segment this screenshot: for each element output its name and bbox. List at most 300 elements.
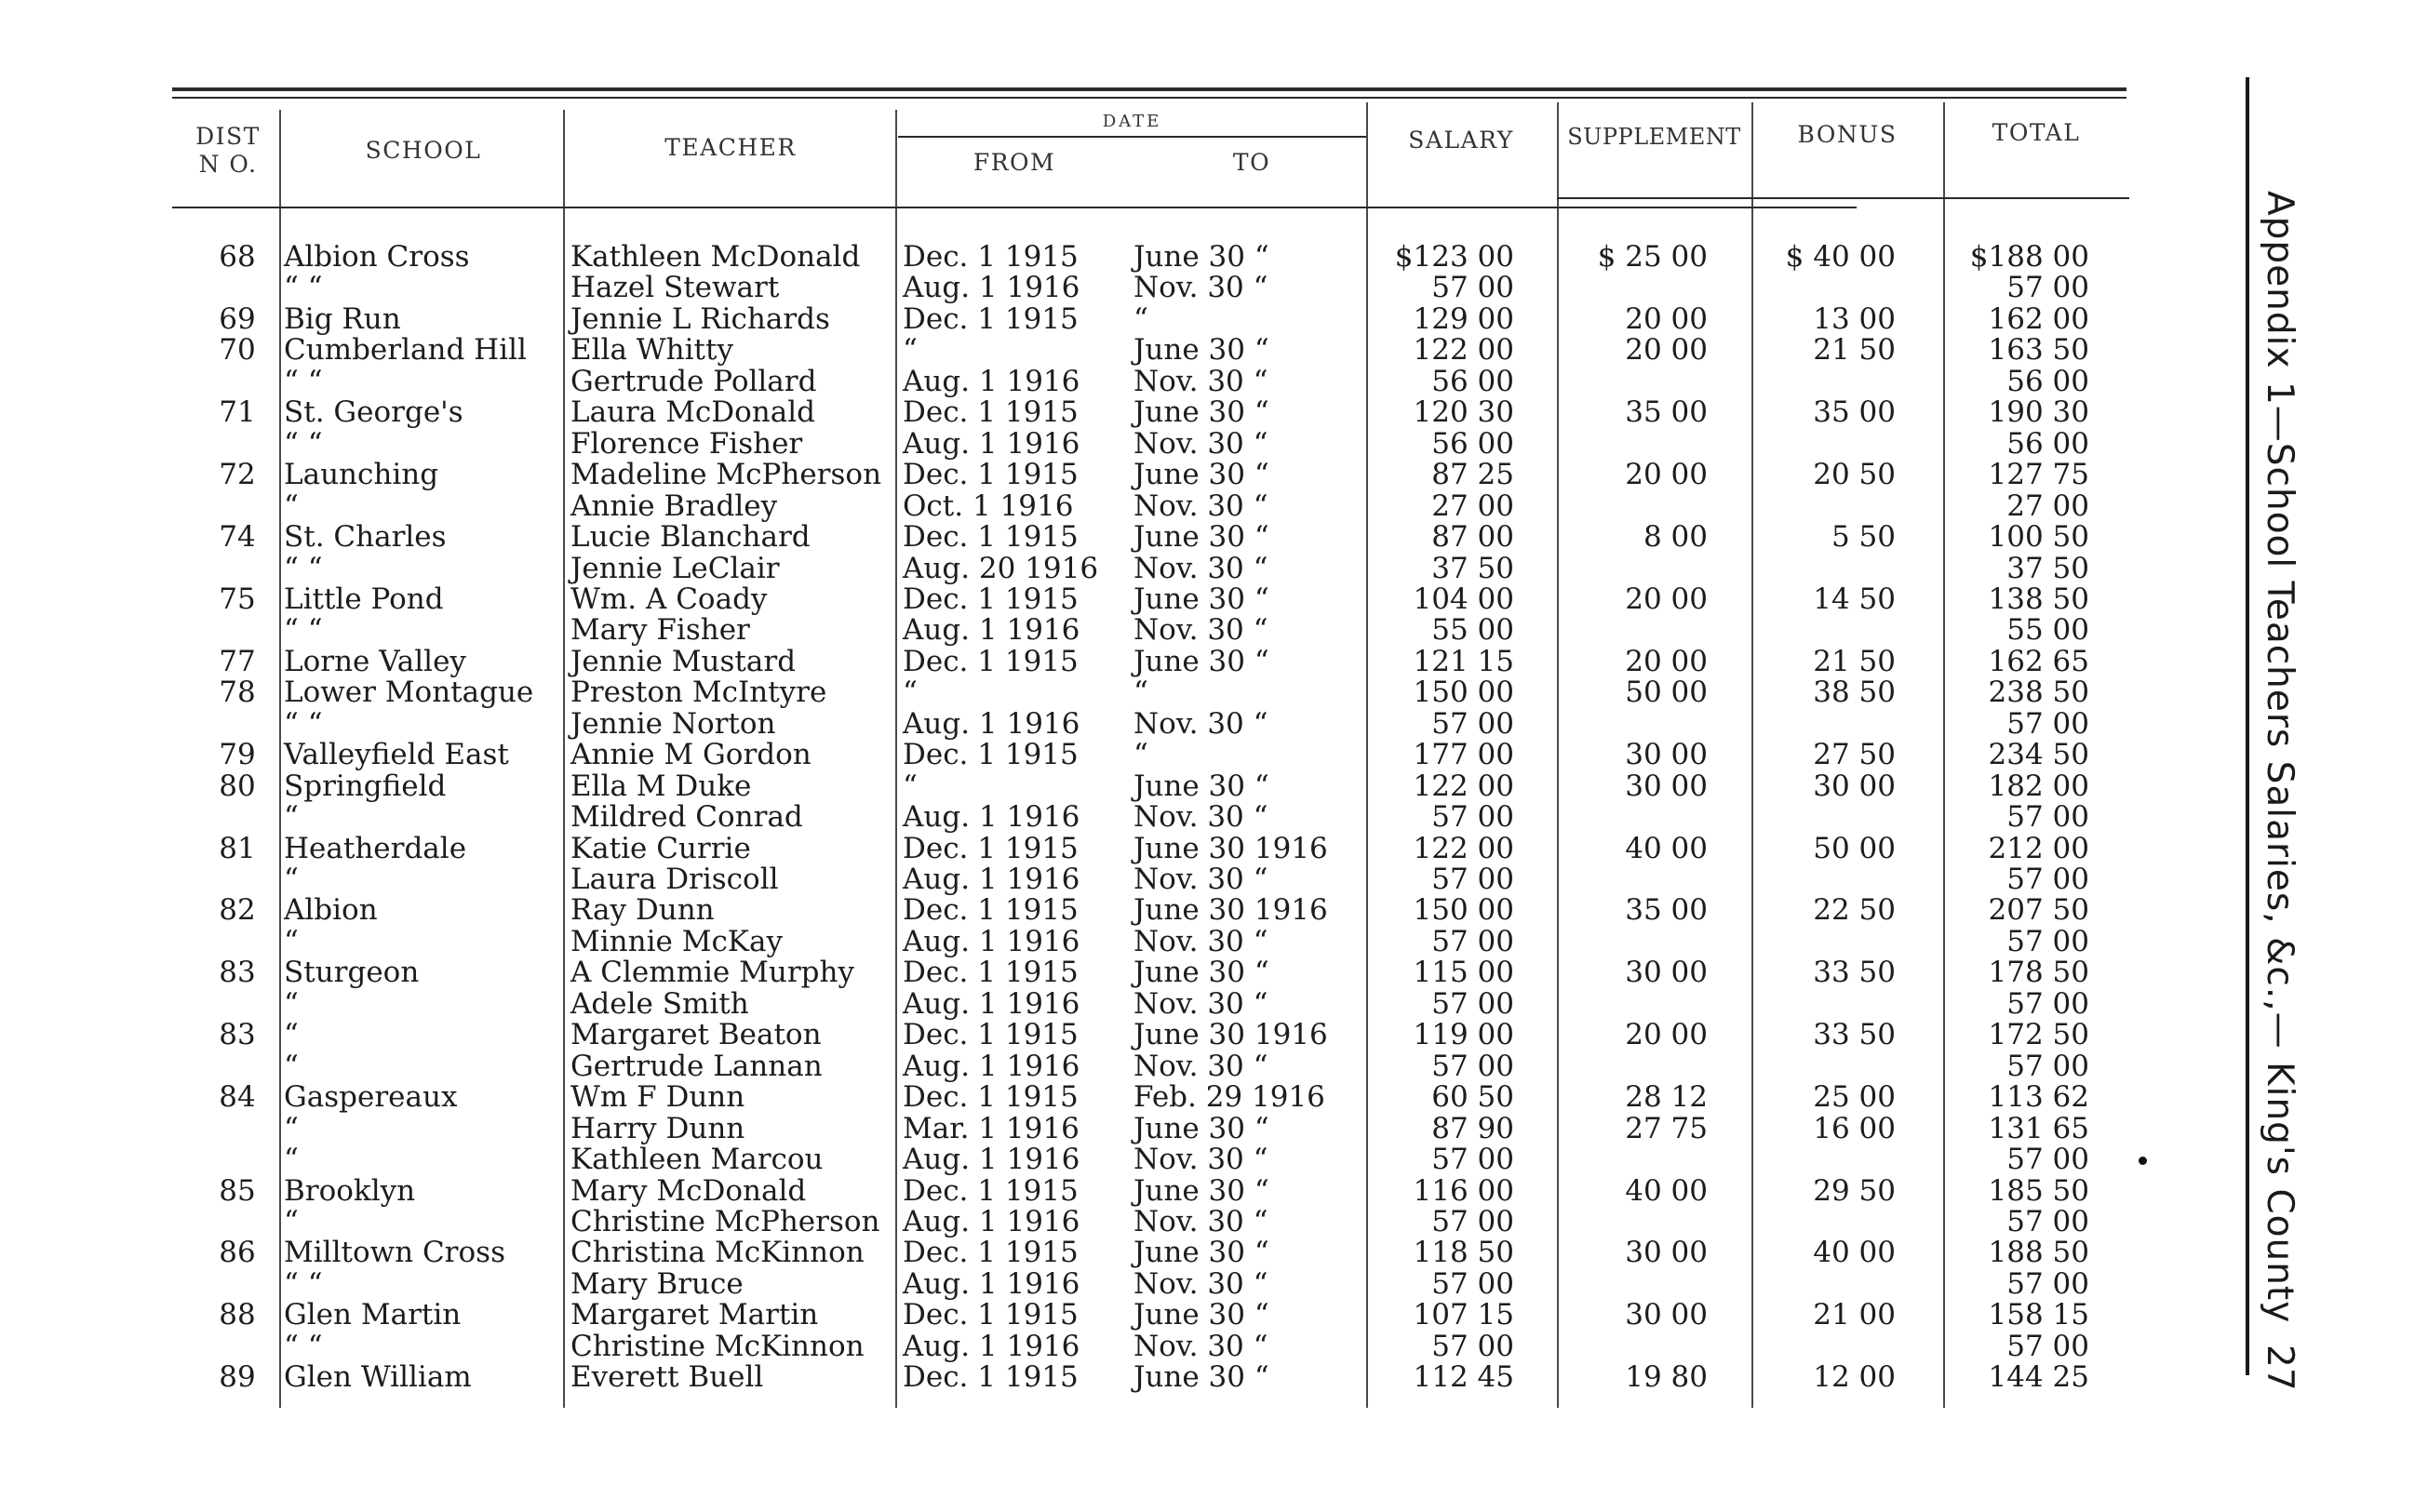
top-rule-thick xyxy=(172,87,2126,91)
cell-date-to: Nov. 30 “ xyxy=(1134,488,1268,523)
cell-salary: 122 00 xyxy=(1413,333,1514,368)
cell-school-name: Lower Montague xyxy=(284,676,534,710)
side-rule xyxy=(2246,77,2249,1375)
table-row xyxy=(0,802,2140,833)
cell-date-from: Dec. 1 1915 xyxy=(903,831,1079,865)
cell-bonus: 14 50 xyxy=(1813,582,1896,616)
cell-date-from: Dec. 1 1915 xyxy=(903,738,1079,772)
cell-teacher-name: Everett Buell xyxy=(570,1360,764,1395)
cell-supplement: 30 00 xyxy=(1625,738,1708,772)
table-row xyxy=(0,1238,2140,1268)
header-school: SCHOOL xyxy=(365,137,482,164)
cell-dist-no: 86 xyxy=(219,1236,256,1270)
cell-salary: 107 15 xyxy=(1413,1298,1514,1332)
cell-teacher-name: Mary Bruce xyxy=(570,1266,744,1301)
cell-total: 131 65 xyxy=(1988,1111,2089,1145)
cell-total: 57 00 xyxy=(2006,1204,2089,1238)
cell-teacher-name: Katie Currie xyxy=(570,831,751,865)
cell-date-to: Nov. 30 “ xyxy=(1134,1049,1268,1083)
cell-total: 57 00 xyxy=(2006,863,2089,896)
table-row xyxy=(0,522,2140,553)
cell-date-from: Aug. 1 1916 xyxy=(903,986,1080,1021)
cell-salary: $123 00 xyxy=(1394,240,1514,274)
cell-date-from: Aug. 1 1916 xyxy=(903,863,1080,896)
cell-total: 207 50 xyxy=(1988,893,2089,928)
cell-dist-no: 71 xyxy=(219,395,256,430)
cell-date-to: “ xyxy=(1134,738,1148,772)
cell-date-from: Aug. 1 1916 xyxy=(903,426,1080,461)
cell-salary: 115 00 xyxy=(1413,956,1514,990)
table-row xyxy=(0,677,2140,708)
cell-teacher-name: Kathleen McDonald xyxy=(570,240,861,274)
cell-salary: 57 00 xyxy=(1431,1143,1514,1177)
cell-date-from: Aug. 1 1916 xyxy=(903,1329,1080,1363)
cell-date-from: Oct. 1 1916 xyxy=(903,488,1074,523)
cell-teacher-name: Gertrude Pollard xyxy=(570,364,817,398)
table-row xyxy=(0,551,2140,585)
cell-total: $188 00 xyxy=(1969,240,2089,274)
cell-date-from: Dec. 1 1915 xyxy=(903,893,1079,928)
cell-date-from: Aug. 1 1916 xyxy=(903,1266,1080,1301)
header-dist-line1: DIST xyxy=(195,123,261,150)
cell-salary: 122 00 xyxy=(1413,769,1514,803)
cell-bonus: 20 50 xyxy=(1813,458,1896,492)
cell-date-from: Aug. 1 1916 xyxy=(903,1049,1080,1083)
cell-date-from: Dec. 1 1915 xyxy=(903,1298,1079,1332)
cell-salary: 57 00 xyxy=(1431,863,1514,896)
cell-teacher-name: Lucie Blanchard xyxy=(570,520,811,555)
cell-date-from: Dec. 1 1915 xyxy=(903,1173,1079,1208)
table-row xyxy=(0,986,2140,1021)
header-bottom-rule xyxy=(172,207,1857,208)
cell-date-to: Nov. 30 “ xyxy=(1134,551,1268,585)
cell-supplement: 20 00 xyxy=(1625,333,1708,368)
cell-salary: 57 00 xyxy=(1431,271,1514,305)
cell-date-from: Aug. 1 1916 xyxy=(903,613,1080,648)
date-header-rule xyxy=(898,136,1366,138)
cell-school-name: “ “ xyxy=(284,706,323,741)
cell-teacher-name: Laura Driscoll xyxy=(570,863,779,896)
cell-supplement: 30 00 xyxy=(1625,769,1708,803)
cell-date-to: Nov. 30 “ xyxy=(1134,613,1268,648)
cell-salary: 57 00 xyxy=(1431,1204,1514,1238)
table-row xyxy=(0,1082,2140,1113)
cell-date-to: June 30 1916 xyxy=(1134,831,1328,865)
cell-date-from: Aug. 1 1916 xyxy=(903,1143,1080,1177)
cell-total: 56 00 xyxy=(2006,364,2089,398)
cell-date-to: June 30 “ xyxy=(1134,1173,1269,1208)
cell-total: 57 00 xyxy=(2006,1329,2089,1363)
cell-salary: 119 00 xyxy=(1413,1018,1514,1052)
cell-date-to: Nov. 30 “ xyxy=(1134,706,1268,741)
table-row xyxy=(0,1204,2140,1238)
cell-bonus: 21 00 xyxy=(1813,1298,1896,1332)
cell-teacher-name: Florence Fisher xyxy=(570,426,803,461)
cell-total: 188 50 xyxy=(1988,1236,2089,1270)
cell-school-name: “ xyxy=(284,1018,299,1052)
cell-bonus: $ 40 00 xyxy=(1785,240,1896,274)
cell-teacher-name: Christine McPherson xyxy=(570,1204,880,1238)
cell-bonus: 30 00 xyxy=(1813,769,1896,803)
cell-teacher-name: Ella Whitty xyxy=(570,333,733,368)
cell-school-name: Launching xyxy=(284,458,439,492)
cell-teacher-name: Mary Fisher xyxy=(570,613,750,648)
cell-school-name: “ xyxy=(284,924,299,958)
cell-salary: 120 30 xyxy=(1413,395,1514,430)
table-row xyxy=(0,644,2140,678)
cell-salary: 56 00 xyxy=(1431,364,1514,398)
table-row xyxy=(0,706,2140,741)
cell-teacher-name: Madeline McPherson xyxy=(570,458,882,492)
cell-total: 113 62 xyxy=(1988,1080,2089,1115)
cell-bonus: 38 50 xyxy=(1813,676,1896,710)
cell-school-name: Sturgeon xyxy=(284,956,420,990)
cell-salary: 57 00 xyxy=(1431,1329,1514,1363)
cell-dist-no: 82 xyxy=(219,893,256,928)
cell-bonus: 21 50 xyxy=(1813,644,1896,678)
cell-teacher-name: Jennie Mustard xyxy=(570,644,797,678)
cell-school-name: Valleyfield East xyxy=(284,738,509,772)
cell-date-to: Nov. 30 “ xyxy=(1134,800,1268,835)
table-row xyxy=(0,426,2140,461)
cell-total: 57 00 xyxy=(2006,986,2089,1021)
table-row xyxy=(0,1173,2140,1208)
cell-supplement: 20 00 xyxy=(1625,458,1708,492)
cell-total: 56 00 xyxy=(2006,426,2089,461)
cell-dist-no: 69 xyxy=(219,301,256,336)
cell-salary: 57 00 xyxy=(1431,1266,1514,1301)
cell-date-from: Dec. 1 1915 xyxy=(903,1080,1079,1115)
cell-bonus: 35 00 xyxy=(1813,395,1896,430)
cell-salary: 118 50 xyxy=(1413,1236,1514,1270)
cell-date-from: “ xyxy=(903,333,918,368)
cell-date-from: Mar. 1 1916 xyxy=(903,1111,1080,1145)
cell-teacher-name: Jennie Norton xyxy=(570,706,776,741)
cell-school-name: Big Run xyxy=(284,301,401,336)
cell-dist-no: 68 xyxy=(219,240,256,274)
cell-date-to: Nov. 30 “ xyxy=(1134,986,1268,1021)
cell-total: 182 00 xyxy=(1988,769,2089,803)
cell-teacher-name: Jennie LeClair xyxy=(570,551,780,585)
cell-bonus: 50 00 xyxy=(1813,831,1896,865)
cell-school-name: “ xyxy=(284,1204,299,1238)
cell-salary: 87 25 xyxy=(1431,458,1514,492)
cell-date-to: June 30 “ xyxy=(1134,240,1269,274)
cell-supplement: 35 00 xyxy=(1625,395,1708,430)
cell-dist-no: 89 xyxy=(219,1360,256,1395)
cell-school-name: “ “ xyxy=(284,364,323,398)
cell-teacher-name: Kathleen Marcou xyxy=(570,1143,824,1177)
table-row xyxy=(0,460,2140,490)
cell-school-name: “ xyxy=(284,488,299,523)
cell-school-name: Heatherdale xyxy=(284,831,467,865)
cell-bonus: 12 00 xyxy=(1813,1360,1896,1395)
table-row xyxy=(0,615,2140,646)
cell-school-name: “ “ xyxy=(284,551,323,585)
cell-total: 57 00 xyxy=(2006,706,2089,741)
cell-dist-no: 75 xyxy=(219,582,256,616)
table-row xyxy=(0,895,2140,926)
cell-date-to: June 30 1916 xyxy=(1134,1018,1328,1052)
cell-bonus: 33 50 xyxy=(1813,956,1896,990)
cell-date-to: June 30 “ xyxy=(1134,1298,1269,1332)
table-row xyxy=(0,740,2140,770)
cell-total: 162 65 xyxy=(1988,644,2089,678)
cell-total: 178 50 xyxy=(1988,956,2089,990)
cell-salary: 87 90 xyxy=(1431,1111,1514,1145)
cell-supplement: 20 00 xyxy=(1625,644,1708,678)
cell-school-name: Lorne Valley xyxy=(284,644,466,678)
cell-teacher-name: A Clemmie Murphy xyxy=(570,956,854,990)
cell-school-name: “ xyxy=(284,986,299,1021)
table-row xyxy=(0,771,2140,802)
cell-date-from: Dec. 1 1915 xyxy=(903,520,1079,555)
page-number: 27 xyxy=(2259,1345,2301,1391)
cell-date-from: Dec. 1 1915 xyxy=(903,1360,1079,1395)
cell-supplement: 20 00 xyxy=(1625,1018,1708,1052)
table-row xyxy=(0,1266,2140,1301)
cell-bonus: 33 50 xyxy=(1813,1018,1896,1052)
cell-total: 57 00 xyxy=(2006,1143,2089,1177)
cell-date-to: Nov. 30 “ xyxy=(1134,863,1268,896)
cell-school-name: “ “ xyxy=(284,271,323,305)
cell-supplement: 8 00 xyxy=(1643,520,1708,555)
cell-school-name: St. Charles xyxy=(284,520,447,555)
table-row xyxy=(0,335,2140,366)
cell-teacher-name: Mary McDonald xyxy=(570,1173,807,1208)
cell-teacher-name: Margaret Beaton xyxy=(570,1018,822,1052)
cell-salary: 129 00 xyxy=(1413,301,1514,336)
table-row xyxy=(0,488,2140,523)
cell-dist-no: 72 xyxy=(219,458,256,492)
cell-school-name: “ “ xyxy=(284,426,323,461)
cell-supplement: 40 00 xyxy=(1625,831,1708,865)
cell-date-from: Aug. 1 1916 xyxy=(903,924,1080,958)
cell-salary: 104 00 xyxy=(1413,582,1514,616)
header-bonus: BONUS xyxy=(1797,121,1898,148)
cell-total: 158 15 xyxy=(1988,1298,2089,1332)
cell-bonus: 25 00 xyxy=(1813,1080,1896,1115)
cell-school-name: Glen William xyxy=(284,1360,472,1395)
cell-supplement: 28 12 xyxy=(1625,1080,1708,1115)
cell-dist-no: 70 xyxy=(219,333,256,368)
cell-total: 138 50 xyxy=(1988,582,2089,616)
table-row xyxy=(0,397,2140,428)
cell-dist-no: 83 xyxy=(219,956,256,990)
cell-teacher-name: Annie M Gordon xyxy=(570,738,812,772)
table-row xyxy=(0,1020,2140,1050)
cell-total: 57 00 xyxy=(2006,1049,2089,1083)
cell-date-to: June 30 “ xyxy=(1134,395,1269,430)
cell-salary: 57 00 xyxy=(1431,1049,1514,1083)
cell-supplement: 30 00 xyxy=(1625,1236,1708,1270)
cell-total: 144 25 xyxy=(1988,1360,2089,1395)
cell-school-name: “ “ xyxy=(284,1329,323,1363)
top-rule-thin xyxy=(172,97,2126,99)
cell-school-name: “ “ xyxy=(284,1266,323,1301)
cell-salary: 57 00 xyxy=(1431,800,1514,835)
cell-salary: 57 00 xyxy=(1431,986,1514,1021)
cell-bonus: 16 00 xyxy=(1813,1111,1896,1145)
cell-total: 238 50 xyxy=(1988,676,2089,710)
table-row xyxy=(0,301,2140,336)
cell-teacher-name: Laura McDonald xyxy=(570,395,816,430)
cell-teacher-name: Gertrude Lannan xyxy=(570,1049,823,1083)
cell-dist-no: 88 xyxy=(219,1298,256,1332)
cell-date-to: “ xyxy=(1134,676,1148,710)
cell-date-from: Dec. 1 1915 xyxy=(903,240,1079,274)
cell-teacher-name: Wm F Dunn xyxy=(570,1080,745,1115)
cell-teacher-name: Harry Dunn xyxy=(570,1111,745,1145)
cell-total: 55 00 xyxy=(2006,613,2089,648)
cell-supplement: 27 75 xyxy=(1625,1111,1708,1145)
cell-date-to: June 30 “ xyxy=(1134,1360,1269,1395)
cell-date-to: Nov. 30 “ xyxy=(1134,1143,1268,1177)
cell-date-to: Nov. 30 “ xyxy=(1134,364,1268,398)
cell-total: 57 00 xyxy=(2006,924,2089,958)
cell-total: 185 50 xyxy=(1988,1173,2089,1208)
table-row xyxy=(0,1144,2140,1175)
cell-school-name: “ xyxy=(284,863,299,896)
cell-bonus: 21 50 xyxy=(1813,333,1896,368)
header-to: TO xyxy=(1232,149,1271,176)
cell-school-name: Little Pond xyxy=(284,582,444,616)
cell-salary: 177 00 xyxy=(1413,738,1514,772)
cell-salary: 60 50 xyxy=(1431,1080,1514,1115)
cell-school-name: “ “ xyxy=(284,613,323,648)
cell-teacher-name: Minnie McKay xyxy=(570,924,783,958)
cell-date-to: Nov. 30 “ xyxy=(1134,1329,1268,1363)
cell-teacher-name: Hazel Stewart xyxy=(570,271,780,305)
cell-date-from: Dec. 1 1915 xyxy=(903,458,1079,492)
table-row xyxy=(0,1362,2140,1393)
header-teacher: TEACHER xyxy=(664,134,797,161)
header-dist-line2: N O. xyxy=(198,151,258,178)
cell-dist-no: 84 xyxy=(219,1080,256,1115)
cell-salary: 122 00 xyxy=(1413,831,1514,865)
cell-date-to: Nov. 30 “ xyxy=(1134,924,1268,958)
cell-date-from: Aug. 1 1916 xyxy=(903,706,1080,741)
cell-date-to: Feb. 29 1916 xyxy=(1134,1080,1325,1115)
cell-supplement: 19 80 xyxy=(1625,1360,1708,1395)
cell-date-to: June 30 1916 xyxy=(1134,893,1328,928)
cell-teacher-name: Preston McIntyre xyxy=(570,676,827,710)
cell-date-to: June 30 “ xyxy=(1134,1236,1269,1270)
table-row xyxy=(0,864,2140,895)
cell-teacher-name: Christina McKinnon xyxy=(570,1236,865,1270)
cell-salary: 37 50 xyxy=(1431,551,1514,585)
cell-salary: 27 00 xyxy=(1431,488,1514,523)
table-row xyxy=(0,1300,2140,1331)
cell-total: 172 50 xyxy=(1988,1018,2089,1052)
cell-total: 212 00 xyxy=(1988,831,2089,865)
cell-total: 190 30 xyxy=(1988,395,2089,430)
cell-salary: 150 00 xyxy=(1413,676,1514,710)
cell-total: 100 50 xyxy=(1988,520,2089,555)
cell-school-name: Cumberland Hill xyxy=(284,333,527,368)
cell-date-from: Dec. 1 1915 xyxy=(903,956,1079,990)
cell-date-from: Dec. 1 1915 xyxy=(903,395,1079,430)
cell-dist-no: 80 xyxy=(219,769,256,803)
cell-supplement: $ 25 00 xyxy=(1597,240,1708,274)
header-bottom-rule-right xyxy=(1557,197,2129,199)
cell-date-from: Dec. 1 1915 xyxy=(903,644,1079,678)
cell-salary: 150 00 xyxy=(1413,893,1514,928)
cell-teacher-name: Annie Bradley xyxy=(570,488,778,523)
cell-date-from: Aug. 1 1916 xyxy=(903,800,1080,835)
cell-bonus: 29 50 xyxy=(1813,1173,1896,1208)
table-row xyxy=(0,1051,2140,1082)
cell-school-name: Milltown Cross xyxy=(284,1236,505,1270)
cell-bonus: 5 50 xyxy=(1831,520,1896,555)
running-title: Appendix 1—School Teachers Salaries, &c.,— King's County xyxy=(2259,191,2301,1324)
cell-bonus: 27 50 xyxy=(1813,738,1896,772)
table-row xyxy=(0,364,2140,398)
cell-school-name: Gaspereaux xyxy=(284,1080,458,1115)
cell-school-name: Albion xyxy=(284,893,378,928)
cell-date-to: Nov. 30 “ xyxy=(1134,1266,1268,1301)
cell-dist-no: 81 xyxy=(219,831,256,865)
cell-date-to: June 30 “ xyxy=(1134,644,1269,678)
cell-school-name: “ xyxy=(284,1111,299,1145)
cell-date-to: June 30 “ xyxy=(1134,333,1269,368)
cell-supplement: 50 00 xyxy=(1625,676,1708,710)
cell-school-name: Glen Martin xyxy=(284,1298,462,1332)
table-row xyxy=(0,584,2140,615)
cell-bonus: 40 00 xyxy=(1813,1236,1896,1270)
cell-salary: 57 00 xyxy=(1431,706,1514,741)
cell-date-to: “ xyxy=(1134,301,1148,336)
cell-dist-no: 78 xyxy=(219,676,256,710)
cell-teacher-name: Wm. A Coady xyxy=(570,582,768,616)
cell-teacher-name: Adele Smith xyxy=(570,986,749,1021)
cell-date-to: June 30 “ xyxy=(1134,769,1269,803)
cell-date-to: June 30 “ xyxy=(1134,520,1269,555)
cell-salary: 112 45 xyxy=(1413,1360,1514,1395)
cell-date-to: Nov. 30 “ xyxy=(1134,271,1268,305)
cell-supplement: 30 00 xyxy=(1625,956,1708,990)
header-from: FROM xyxy=(973,149,1056,176)
cell-teacher-name: Christine McKinnon xyxy=(570,1329,865,1363)
cell-supplement: 20 00 xyxy=(1625,301,1708,336)
cell-date-to: Nov. 30 “ xyxy=(1134,1204,1268,1238)
cell-supplement: 40 00 xyxy=(1625,1173,1708,1208)
cell-salary: 57 00 xyxy=(1431,924,1514,958)
cell-date-from: Dec. 1 1915 xyxy=(903,301,1079,336)
cell-teacher-name: Ella M Duke xyxy=(570,769,752,803)
header-salary: SALARY xyxy=(1408,127,1514,154)
cell-salary: 116 00 xyxy=(1413,1173,1514,1208)
cell-salary: 56 00 xyxy=(1431,426,1514,461)
cell-teacher-name: Margaret Martin xyxy=(570,1298,819,1332)
cell-bonus: 13 00 xyxy=(1813,301,1896,336)
cell-date-from: “ xyxy=(903,769,918,803)
ink-dot-mark xyxy=(2139,1157,2147,1165)
header-total: TOTAL xyxy=(1992,119,2081,146)
cell-school-name: Springfield xyxy=(284,769,447,803)
cell-supplement: 20 00 xyxy=(1625,582,1708,616)
table-row xyxy=(0,242,2140,273)
cell-date-to: June 30 “ xyxy=(1134,458,1269,492)
table-row xyxy=(0,1331,2140,1362)
header-date: DATE xyxy=(1102,112,1162,131)
cell-date-from: “ xyxy=(903,676,918,710)
cell-total: 27 00 xyxy=(2006,488,2089,523)
cell-supplement: 35 00 xyxy=(1625,893,1708,928)
cell-dist-no: 85 xyxy=(219,1173,256,1208)
cell-teacher-name: Ray Dunn xyxy=(570,893,715,928)
cell-school-name: “ xyxy=(284,1143,299,1177)
